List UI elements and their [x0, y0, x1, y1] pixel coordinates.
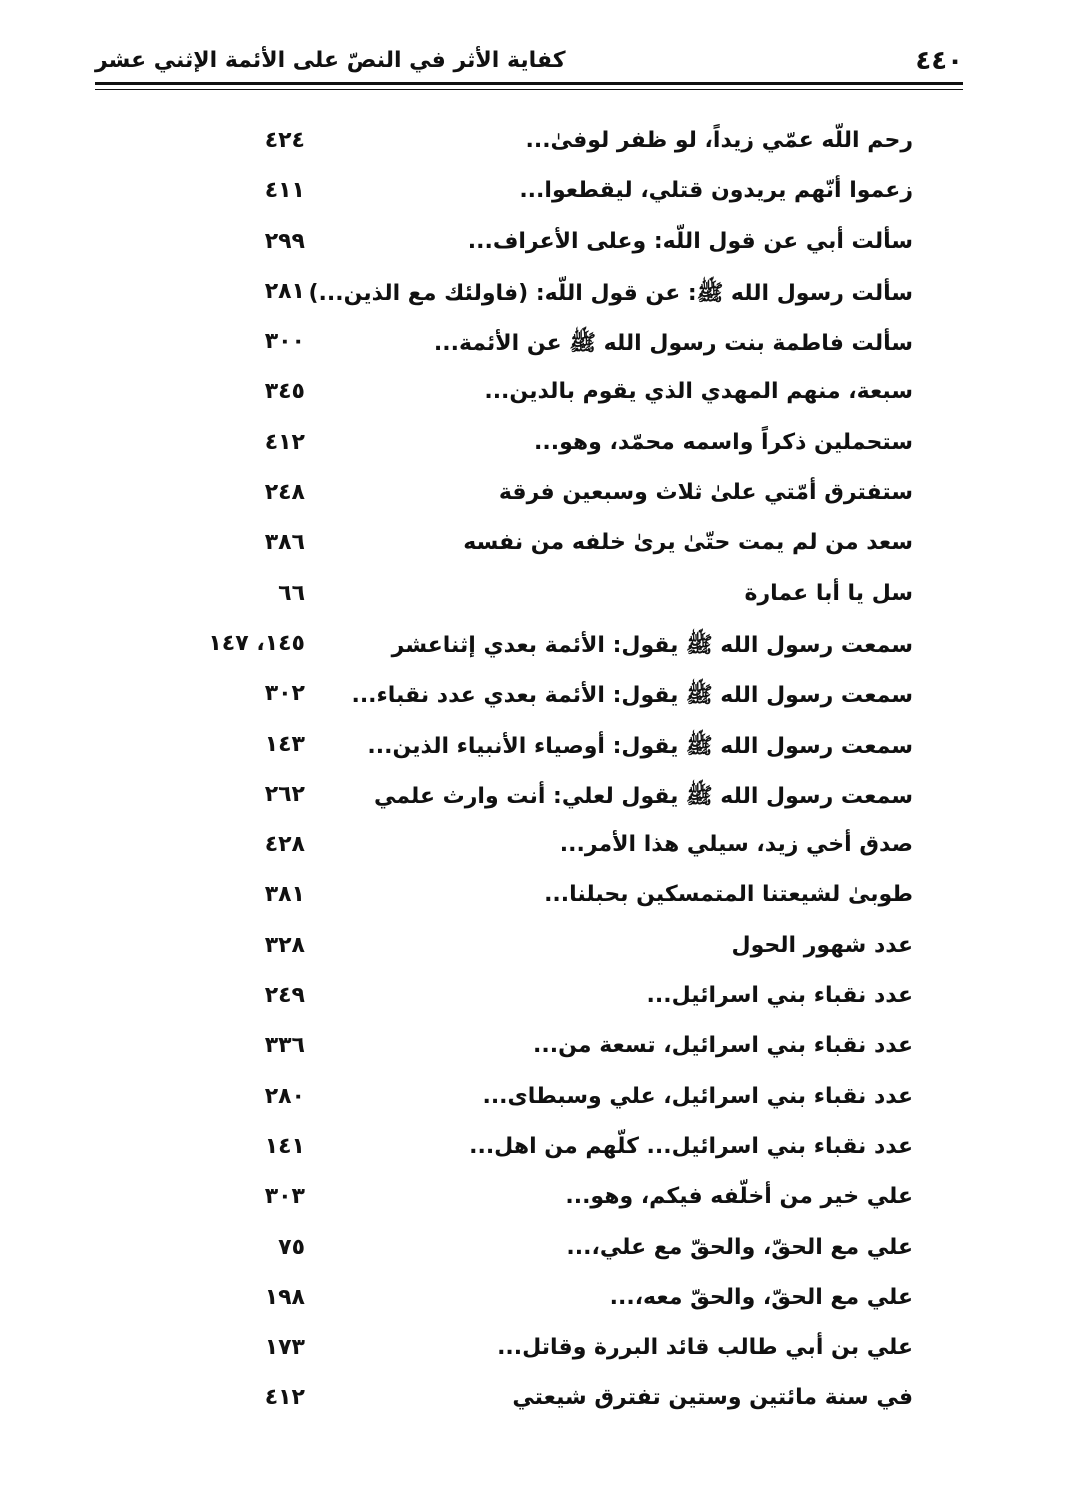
entry-pages: ٤٢٨ — [264, 832, 305, 858]
index-entry — [95, 629, 913, 679]
entry-text: عدد نقباء بني اسرائيل... كلّهم من اهل... — [469, 1133, 913, 1159]
index-entry — [95, 428, 913, 478]
entry-text: سمعت رسول الله ﷺ يقول: الأئمة بعدي إثناعشر — [391, 632, 913, 658]
entry-pages: ٤١١ — [264, 178, 305, 204]
index-entry — [95, 679, 913, 729]
entry-pages: ٦٦ — [278, 580, 305, 606]
entry-text: علي مع الحقّ، والحقّ معه،... — [609, 1284, 913, 1310]
entry-pages: ٣٢٨ — [264, 932, 305, 958]
entry-pages: ١٤٥، ١٤٧ — [208, 630, 305, 656]
index-entry — [95, 579, 913, 629]
page-number: ٤٤٠ — [915, 46, 963, 76]
entry-text: سمعت رسول الله ﷺ يقول: أوصياء الأنبياء الذين... — [367, 733, 913, 759]
entry-pages: ١٩٨ — [264, 1284, 305, 1310]
entry-text: رحم اللّه عمّي زيداً، لو ظفر لوفىٰ... — [525, 128, 913, 153]
entry-text: علي خير من أخلّفه فيكم، وهو... — [565, 1184, 913, 1210]
entry-text: علي بن أبي طالب قائد البررة وقاتل... — [497, 1335, 913, 1361]
entry-pages: ٤٢٤ — [264, 128, 305, 153]
entry-text: زعموا أنّهم يريدون قتلي، ليقطعوا... — [519, 178, 913, 204]
entry-text: عدد نقباء بني اسرائيل، علي وسبطاى... — [482, 1083, 913, 1109]
entry-text: سمعت رسول الله ﷺ يقول: الأئمة بعدي عدد نقباء... — [351, 683, 913, 709]
index-entry — [95, 931, 913, 981]
entry-pages: ٢٦٢ — [264, 781, 305, 807]
entry-pages: ٣٠٠ — [264, 329, 305, 355]
entry-text: طوبىٰ لشيعتنا المتمسكين بحبلنا... — [544, 882, 913, 908]
entry-pages: ٣٣٦ — [264, 1033, 305, 1059]
entry-pages: ١٤١ — [264, 1133, 305, 1159]
entry-pages: ٣٠٣ — [264, 1184, 305, 1210]
entry-pages: ٤١٢ — [264, 429, 305, 455]
entry-text: سبعة، منهم المهدي الذي يقوم بالدين... — [484, 379, 913, 405]
entry-pages: ٢٨١ — [264, 278, 305, 304]
entry-pages: ٢٨٠ — [264, 1083, 305, 1109]
index-entry — [95, 277, 913, 327]
entry-pages: ٣٠٢ — [264, 681, 305, 707]
entry-text: سعد من لم يمت حتّىٰ يرىٰ خلفه من نفسه — [463, 530, 913, 556]
entry-pages: ١٤٣ — [264, 731, 305, 757]
index-list — [95, 126, 913, 1434]
index-entry — [95, 780, 913, 830]
index-entry — [95, 830, 913, 880]
entry-text: سألت فاطمة بنت رسول الله ﷺ عن الأئمة... — [433, 331, 913, 357]
index-entry — [95, 126, 913, 176]
entry-text: صدق أخي زيد، سيلي هذا الأمر... — [559, 832, 913, 858]
index-entry — [95, 327, 913, 377]
entry-pages: ٤١٢ — [264, 1385, 305, 1411]
header-rule-thick — [95, 82, 963, 85]
entry-pages: ٢٤٨ — [264, 480, 305, 506]
index-entry — [95, 1182, 913, 1232]
entry-text: في سنة مائتين وستين تفترق شيعتي — [512, 1385, 913, 1411]
entry-text: عدد شهور الحول — [731, 932, 913, 958]
index-entry — [95, 528, 913, 578]
index-entry — [95, 880, 913, 930]
index-entry — [95, 227, 913, 277]
index-entry — [95, 1383, 913, 1433]
index-entry — [95, 1031, 913, 1081]
entry-text: سألت رسول الله ﷺ: عن قول اللّه: (فاولئك مع الذين...) — [308, 280, 913, 306]
header-rule-thin — [95, 89, 963, 90]
index-entry — [95, 377, 913, 427]
book-title: كفاية الأثر في النصّ على الأئمة الإثني عشر — [95, 48, 566, 73]
entry-text: ستحملين ذكراً واسمه محمّد، وهو... — [534, 429, 913, 455]
index-entry — [95, 478, 913, 528]
index-entry — [95, 981, 913, 1031]
entry-pages: ٣٨٦ — [264, 530, 305, 556]
entry-pages: ٣٤٥ — [264, 379, 305, 405]
index-entry — [95, 1082, 913, 1132]
entry-pages: ٢٩٩ — [264, 228, 305, 254]
entry-pages: ١٧٣ — [264, 1335, 305, 1361]
entry-text: سل يا أبا عمارة — [744, 580, 913, 606]
index-entry — [95, 1283, 913, 1333]
index-entry — [95, 1333, 913, 1383]
page-header — [95, 40, 963, 80]
entry-pages: ٢٤٩ — [264, 983, 305, 1009]
index-entry — [95, 730, 913, 780]
entry-text: سألت أبي عن قول اللّه: وعلى الأعراف... — [467, 228, 913, 254]
index-entry — [95, 1233, 913, 1283]
entry-text: علي مع الحقّ، والحقّ مع علي،... — [566, 1234, 913, 1260]
index-entry — [95, 176, 913, 226]
entry-pages: ٧٥ — [278, 1234, 305, 1260]
entry-pages: ٣٨١ — [264, 882, 305, 908]
index-entry — [95, 1132, 913, 1182]
entry-text: ستفترق أمّتي علىٰ ثلاث وسبعين فرقة — [498, 480, 913, 506]
entry-text: سمعت رسول الله ﷺ يقول لعلي: أنت وارث علمي — [373, 783, 913, 809]
entry-text: عدد نقباء بني اسرائيل، تسعة من... — [533, 1033, 913, 1059]
entry-text: عدد نقباء بني اسرائيل... — [646, 983, 913, 1009]
